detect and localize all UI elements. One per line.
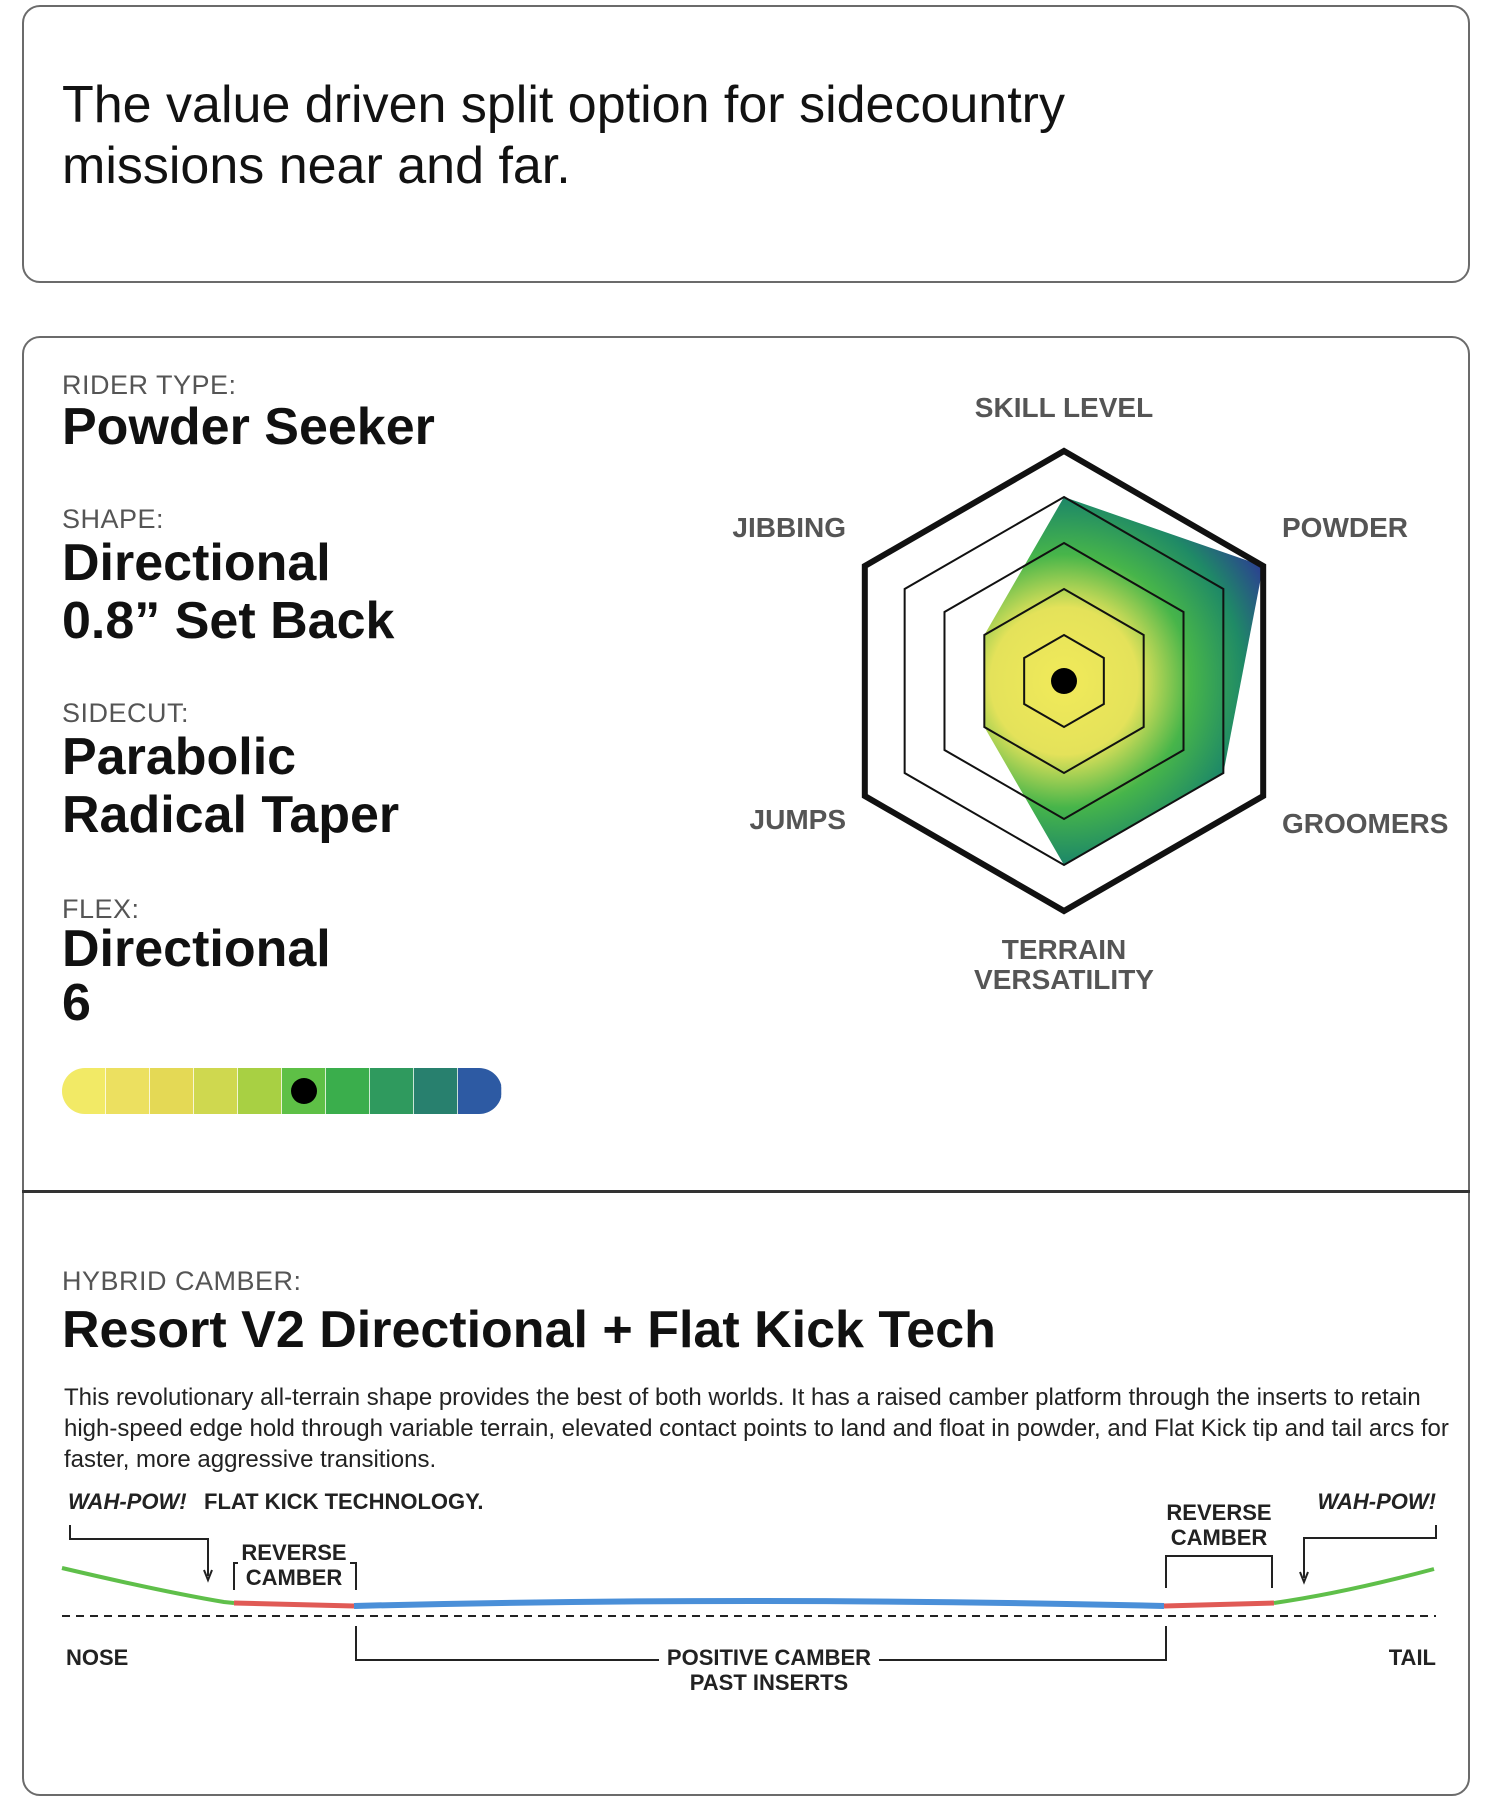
radar-axis-label: JIBBING (732, 512, 846, 543)
shape-value-line2: 0.8” Set Back (62, 592, 395, 650)
shape-value-line1: Directional (62, 534, 331, 592)
radar-axis-label: JUMPS (749, 804, 846, 835)
sidecut-value (62, 728, 399, 844)
flex-value-line1: Directional (62, 920, 331, 978)
positive-camber-label-line1: POSITIVE CAMBER (666, 1645, 872, 1670)
positive-camber-bracket-right (879, 1626, 1166, 1660)
section-divider (22, 1190, 1470, 1193)
flex-level-marker (291, 1078, 317, 1104)
wah-pow-right-label: WAH-POW! (1317, 1489, 1436, 1514)
shape-value (62, 534, 394, 650)
wah-pow-right-bracket (1304, 1525, 1436, 1578)
rider-type-label: RIDER TYPE: (62, 370, 237, 400)
flex-scale-segment (370, 1068, 414, 1114)
camber-title: Resort V2 Directional + Flat Kick Tech (62, 1301, 996, 1359)
radar-data-area (984, 497, 1263, 865)
positive-camber-segment (354, 1601, 1164, 1606)
flex-scale-segment (150, 1068, 194, 1114)
reverse-camber-left-label-line2: CAMBER (245, 1565, 343, 1590)
flex-label: FLEX: (62, 894, 140, 924)
radar-axis-label: TERRAIN (1001, 934, 1127, 965)
camber-profile-diagram (24, 1488, 1472, 1788)
reverse-camber-right-label-line2: CAMBER (1170, 1525, 1268, 1550)
wah-pow-left-bracket (70, 1525, 208, 1576)
nose-reverse-camber-segment (234, 1603, 354, 1606)
rider-profile-radar-chart (664, 392, 1464, 995)
nose-label: NOSE (66, 1645, 129, 1670)
intro-card (22, 5, 1470, 283)
positive-camber-bracket-left (356, 1626, 659, 1660)
radar-axis-label: POWDER (1282, 512, 1408, 543)
wah-pow-left-label: WAH-POW! (68, 1489, 187, 1514)
product-tagline: The value driven split option for sidecountry missions near and far. (62, 76, 1065, 195)
flex-scale-segment (194, 1068, 238, 1114)
radar-center-marker (1051, 668, 1077, 694)
camber-label: HYBRID CAMBER: (62, 1266, 302, 1296)
flex-scale-segment (238, 1068, 282, 1114)
flex-value-line2: 6 (62, 974, 91, 1032)
radar-axis-label: SKILL LEVEL (974, 392, 1154, 423)
sidecut-value-line2: Radical Taper (62, 786, 400, 844)
flex-scale-segment (458, 1068, 502, 1114)
radar-axis-label: GROOMERS (1282, 808, 1449, 839)
sidecut-value-line1: Parabolic (62, 728, 297, 786)
flex-scale-segment (106, 1068, 150, 1114)
flex-scale-segment (62, 1068, 106, 1114)
tail-label: TAIL (1388, 1645, 1436, 1670)
flex-scale-segment (326, 1068, 370, 1114)
sidecut-label: SIDECUT: (62, 698, 190, 728)
reverse-camber-right-bracket (1166, 1556, 1272, 1588)
reverse-camber-left-label-line1: REVERSE (241, 1540, 347, 1565)
positive-camber-label-line2: PAST INSERTS (689, 1670, 849, 1695)
shape-label: SHAPE: (62, 504, 165, 534)
radar-axis-label: VERSATILITY (974, 964, 1154, 995)
flex-value (62, 922, 331, 1030)
specs-card (22, 336, 1470, 1796)
flex-scale-segment (414, 1068, 458, 1114)
tail-kick-segment (1274, 1569, 1434, 1603)
camber-description: This revolutionary all-terrain shape provides the best of both worlds. It has a raised camber platform through the inserts to retain high-speed edge hold through variable terrain, elevated contact points to land and float in powder, and Flat Kick tip and tail arcs for faster, more aggressive transitions. (64, 1384, 1449, 1473)
reverse-camber-right-label-line1: REVERSE (1166, 1500, 1272, 1525)
tail-reverse-camber-segment (1164, 1603, 1274, 1606)
flat-kick-technology-label: FLAT KICK TECHNOLOGY. (204, 1489, 484, 1514)
rider-type-value: Powder Seeker (62, 398, 435, 456)
flex-scale-bar (62, 1068, 502, 1114)
